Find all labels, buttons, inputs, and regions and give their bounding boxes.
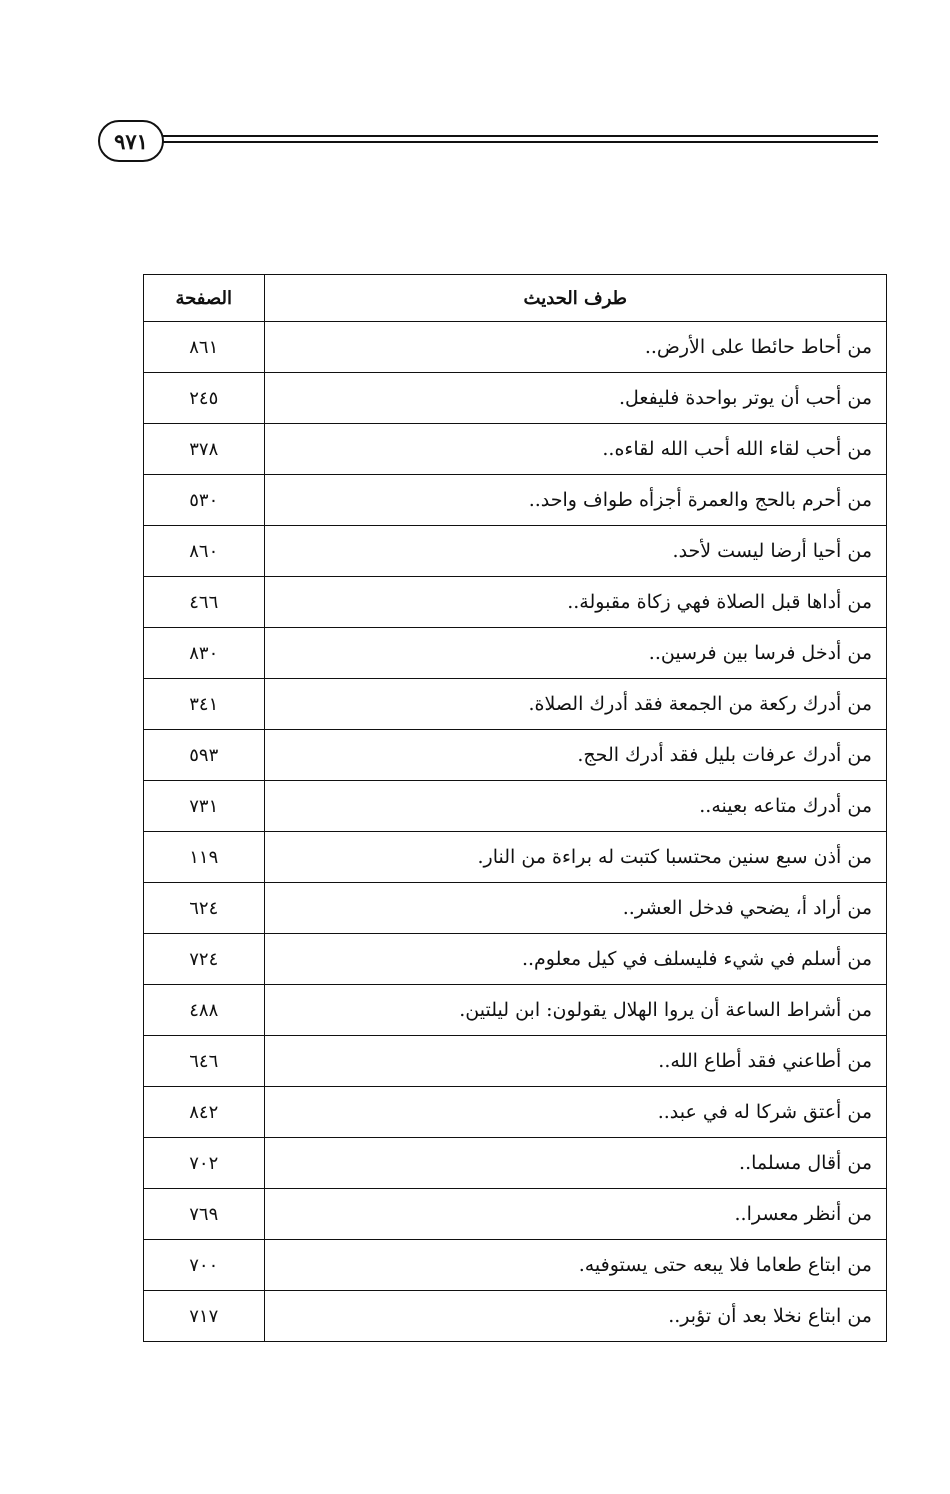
page-ref: ٧٠٢ (144, 1138, 265, 1189)
hadith-text: من أشراط الساعة أن يروا الهلال يقولون: ابن ليلتين. (264, 985, 887, 1036)
table-row (144, 373, 887, 424)
hadith-text: من أحب أن يوتر بواحدة فليفعل. (264, 373, 887, 424)
hadith-text: من أحاط حائطا على الأرض.. (264, 322, 887, 373)
page-ref: ٣٤١ (144, 679, 265, 730)
hadith-text: من أذن سبع سنين محتسبا كتبت له براءة من النار. (264, 832, 887, 883)
table-row (144, 322, 887, 373)
hadith-text: من أراد أ، يضحي فدخل العشر.. (264, 883, 887, 934)
table-row (144, 1189, 887, 1240)
page-ref: ٧٣١ (144, 781, 265, 832)
page-ref: ٧٦٩ (144, 1189, 265, 1240)
table-row (144, 1240, 887, 1291)
hadith-text: من أدخل فرسا بين فرسين.. (264, 628, 887, 679)
hadith-text: من أنظر معسرا.. (264, 1189, 887, 1240)
header-rule (158, 141, 878, 143)
page-ref: ٥٣٠ (144, 475, 265, 526)
page-ref: ٨٤٢ (144, 1087, 265, 1138)
page-header (98, 120, 878, 164)
page-ref: ٥٩٣ (144, 730, 265, 781)
hadith-text: من أداها قبل الصلاة فهي زكاة مقبولة.. (264, 577, 887, 628)
page-ref: ٦٢٤ (144, 883, 265, 934)
hadith-text: من أدرك متاعه بعينه.. (264, 781, 887, 832)
header-rule (158, 135, 878, 137)
page-ref: ٨٣٠ (144, 628, 265, 679)
table-row (144, 526, 887, 577)
page-ref: ٧١٧ (144, 1291, 265, 1342)
page-number: ٩٧١ (98, 120, 164, 162)
hadith-text: من أعتق شركا له في عبد.. (264, 1087, 887, 1138)
hadith-text: من أقال مسلما.. (264, 1138, 887, 1189)
hadith-text: من أحيا أرضا ليست لأحد. (264, 526, 887, 577)
table-row (144, 475, 887, 526)
hadith-text: من أحب لقاء الله أحب الله لقاءه.. (264, 424, 887, 475)
hadith-text: من أطاعني فقد أطاع الله.. (264, 1036, 887, 1087)
table-row (144, 628, 887, 679)
table-row (144, 883, 887, 934)
table-header-row (144, 275, 887, 322)
column-header-hadith: طرف الحديث (264, 275, 887, 322)
table-row (144, 1036, 887, 1087)
page-ref: ٣٧٨ (144, 424, 265, 475)
table-row (144, 832, 887, 883)
hadith-text: من أدرك ركعة من الجمعة فقد أدرك الصلاة. (264, 679, 887, 730)
table-row (144, 577, 887, 628)
hadith-text: من ابتاع طعاما فلا يبعه حتى يستوفيه. (264, 1240, 887, 1291)
table-row (144, 1138, 887, 1189)
hadith-text: من أحرم بالحج والعمرة أجزأه طواف واحد.. (264, 475, 887, 526)
table-row (144, 1291, 887, 1342)
page-ref: ٤٦٦ (144, 577, 265, 628)
page-ref: ٨٦٠ (144, 526, 265, 577)
page-ref: ١١٩ (144, 832, 265, 883)
table-row (144, 730, 887, 781)
page-ref: ٤٨٨ (144, 985, 265, 1036)
hadith-index-table (143, 274, 887, 1342)
page-ref: ٢٤٥ (144, 373, 265, 424)
table-row (144, 934, 887, 985)
table-row (144, 781, 887, 832)
table-row (144, 985, 887, 1036)
table-row (144, 1087, 887, 1138)
page-ref: ٧٠٠ (144, 1240, 265, 1291)
page-ref: ٨٦١ (144, 322, 265, 373)
hadith-text: من أدرك عرفات بليل فقد أدرك الحج. (264, 730, 887, 781)
table-row (144, 679, 887, 730)
page-ref: ٦٤٦ (144, 1036, 265, 1087)
page-ref: ٧٢٤ (144, 934, 265, 985)
hadith-text: من ابتاع نخلا بعد أن تؤبر.. (264, 1291, 887, 1342)
table-row (144, 424, 887, 475)
column-header-page: الصفحة (144, 275, 265, 322)
hadith-text: من أسلم في شيء فليسلف في كيل معلوم.. (264, 934, 887, 985)
